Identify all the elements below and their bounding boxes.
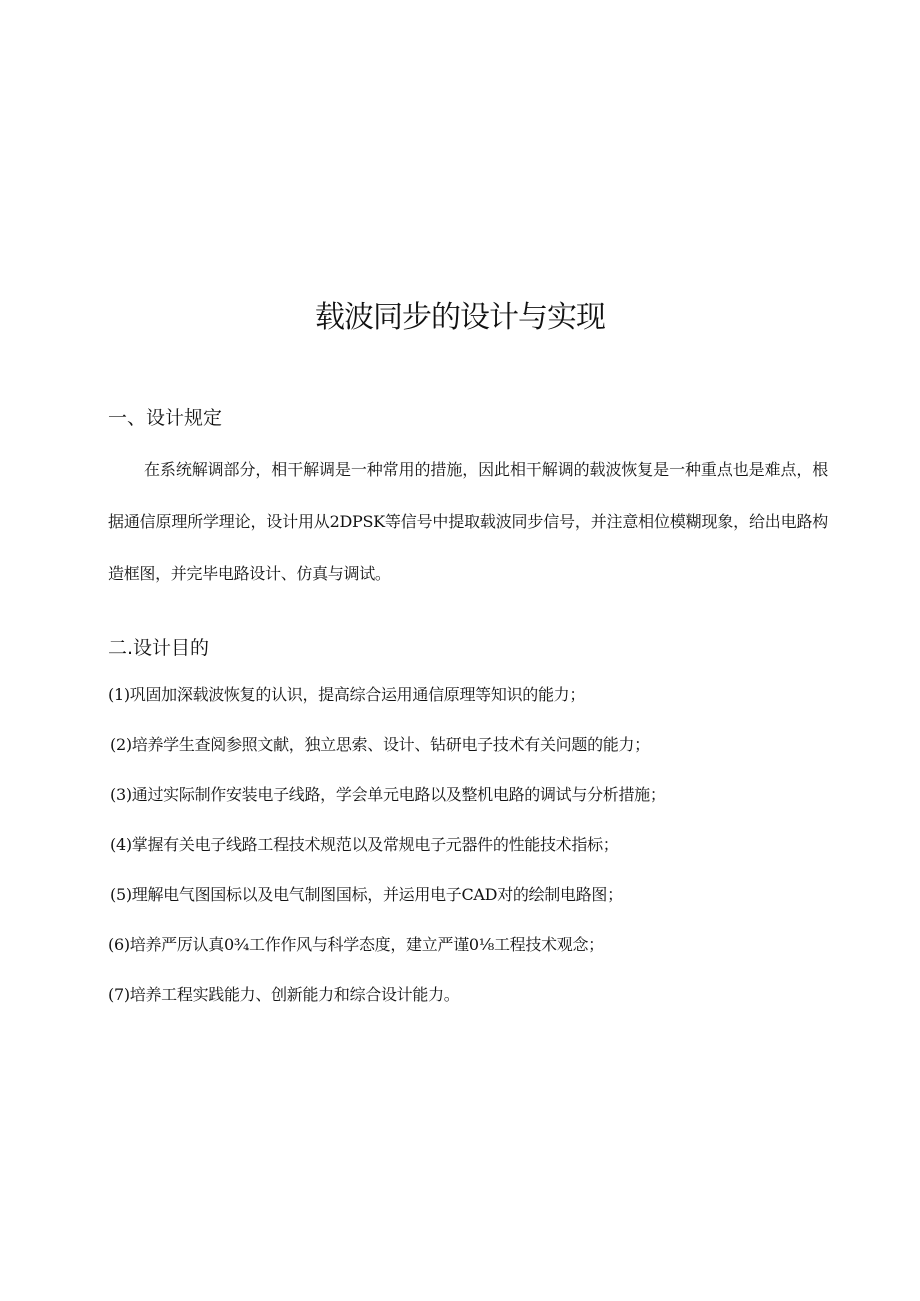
section-heading-requirements: 一、设计规定: [108, 407, 223, 429]
objective-item: (6)培养严厉认真0¾工作作风与科学态度，建立严谨0⅛工程技术观念；: [108, 935, 604, 954]
document-title: 载波同步的设计与实现: [315, 300, 605, 335]
objective-item: (4)掌握有关电子线路工程技术规范以及常规电子元器件的性能技术指标；: [110, 835, 619, 854]
objective-item: (2)培养学生查阅参照文献，独立思索、设计、钻研电子技术有关问题的能力；: [110, 735, 650, 754]
objective-item: (7)培养工程实践能力、创新能力和综合设计能力。: [108, 985, 460, 1004]
section-heading-objectives: 二.设计目的: [108, 637, 210, 659]
requirements-paragraph: 在系统解调部分，相干解调是一种常用的措施，因此相干解调的载波恢复是一种重点也是难点，根据通信原理所学理论，设计用从2DPSK等信号中提取载波同步信号，并注意相位模糊现象，给出电路构造框图，并完毕电路设计、仿真与调试。: [108, 460, 828, 583]
objective-item: (5)理解电气图国标以及电气制图国标，并运用电子CAD对的绘制电路图；: [110, 885, 623, 904]
objective-item: (1)巩固加深载波恢复的认识，提高综合运用通信原理等知识的能力；: [108, 685, 586, 704]
objective-item: (3)通过实际制作安装电子线路，学会单元电路以及整机电路的调试与分析措施；: [110, 785, 666, 804]
